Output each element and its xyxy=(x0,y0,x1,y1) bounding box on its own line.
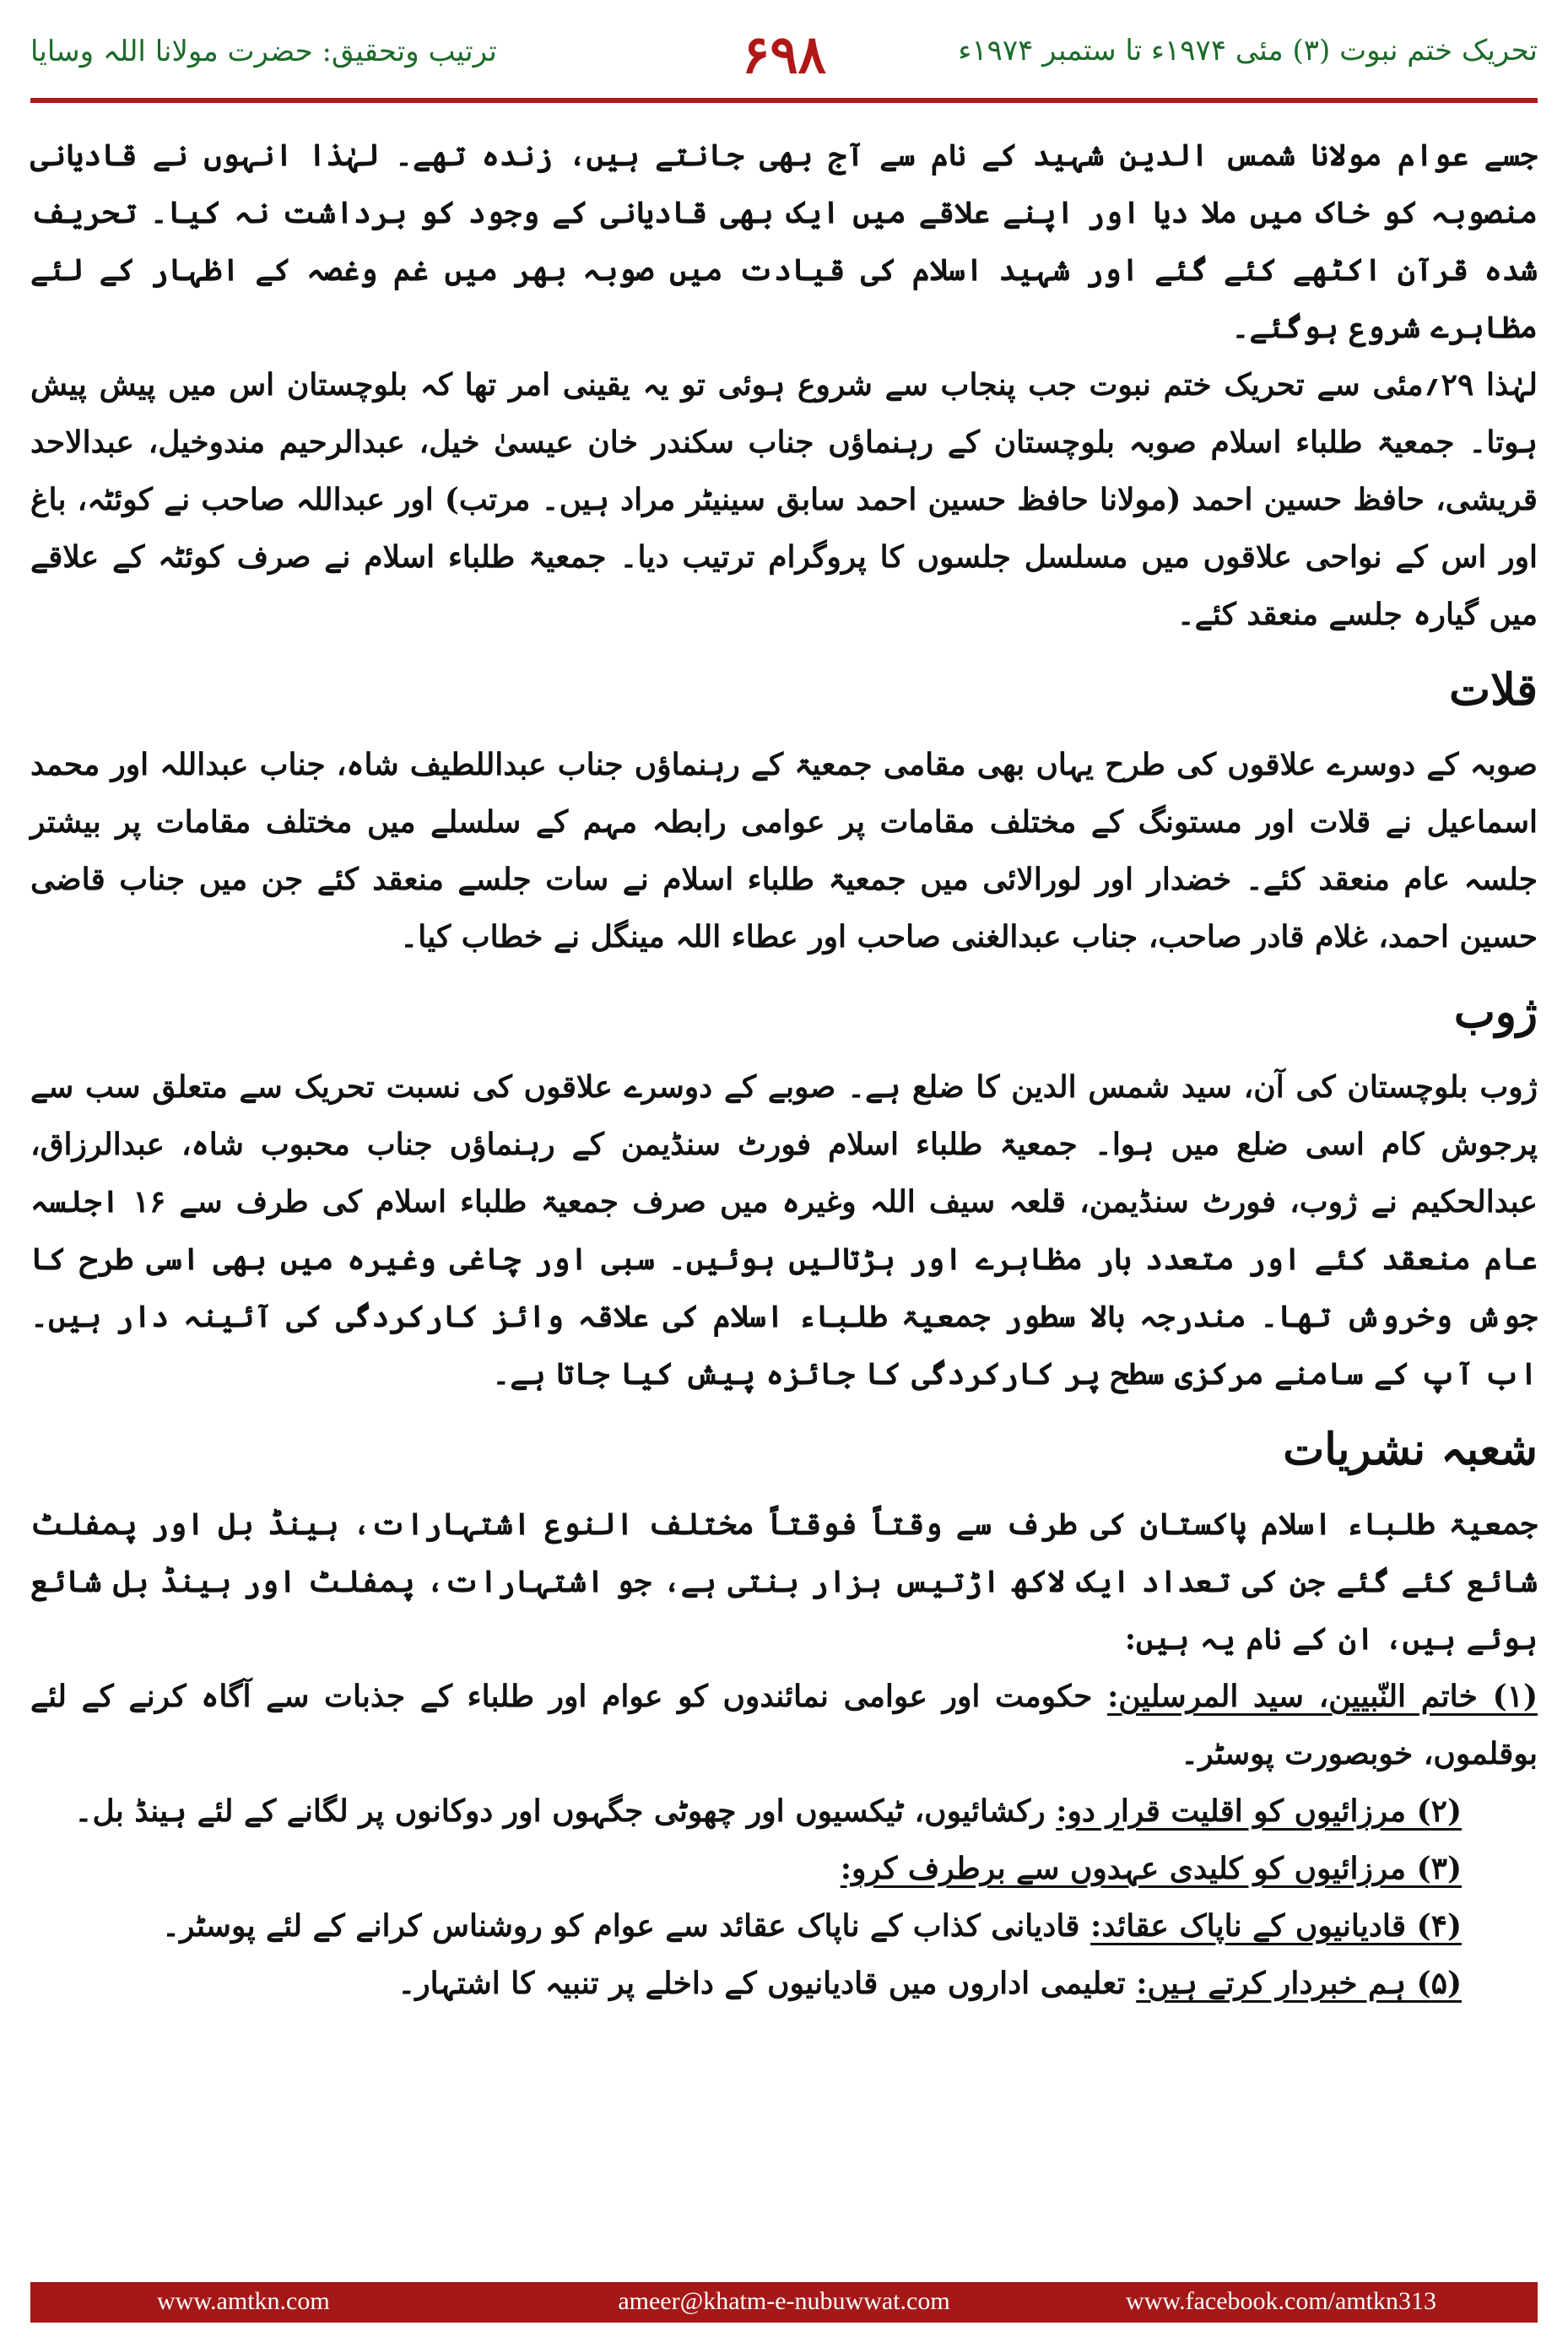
list-item-1 xyxy=(30,1668,1538,1782)
list-item-4-label: (۴) قادیانیوں کے ناپاک عقائد: xyxy=(1090,1908,1462,1944)
page-body xyxy=(30,127,1538,2012)
paragraph-5: جمعیۃ طلباء اسلام پاکستان کی طرف سے وقتاً فوقتاً مختلف النوع اشتہارات، ہینڈ بل اور پمفلٹ شائع کئے گئے جن کی تعداد ایک لاکھ اڑتیس ہزار بنتی ہے، جو اشتہارات، پمفلٹ اور ہینڈ بل شائع ہوئے ہیں، ان کے نام یہ ہیں: xyxy=(30,1506,1538,1657)
paragraph-1: جسے عوام مولانا شمس الدین شہید کے نام سے آج بھی جانتے ہیں، زندہ تھے۔ لہٰذا انہوں نے قادیانی منصوبہ کو خاک میں ملا دیا اور اپنے علاقے میں ایک بھی قادیانی کے وجود کو برداشت نہ کیا۔ تحریف شدہ قرآن اکٹھے کئے گئے اور شہید اسلام کی قیادت میں صوبہ بھر میں غم وغصہ کے اظہار کے لئے مظاہرے شروع ہوگئے۔ xyxy=(30,138,1538,345)
heading-publications: شعبہ نشریات xyxy=(1283,1424,1538,1475)
footer-facebook-link[interactable]: www.facebook.com/amtkn313 xyxy=(1126,2287,1436,2315)
heading-zhob: ژوب xyxy=(1453,987,1538,1038)
header-author: ترتیب وتحقیق: حضرت مولانا اللہ وسایا xyxy=(30,35,497,68)
paragraph-4: ژوب بلوچستان کی آن، سید شمس الدین کا ضلع ہے۔ صوبے کے دوسرے علاقوں کی نسبت تحریک سے متعلق سب سے پرجوش کام اسی ضلع میں ہوا۔ جمعیۃ طلباء اسلام فورٹ سنڈیمن کے رہنماؤں جناب محبوب شاہ، عبدالرزاق، عبدالحکیم نے ژوب، فورٹ سنڈیمن، قلعہ سیف اللہ وغیرہ میں صرف جمعیۃ طلباء اسلام کی طرف سے ۱۶ اجلسہ عام منعقد کئے اور متعدد بار مظاہرے اور ہڑتالیں ہوئیں۔ سبی اور چاغی وغیرہ میں بھی اسی طرح کا جوش وخروش تھا۔ مندرجہ بالا سطور جمعیۃ طلباء اسلام کی علاقہ وائز کارکردگی کی آئینہ دار ہیں۔ اب آپ کے سامنے مرکزی سطح پر کارکردگی کا جائزہ پیش کیا جاتا ہے۔ xyxy=(30,1069,1538,1392)
paragraph-3: صوبہ کے دوسرے علاقوں کی طرح یہاں بھی مقامی جمعیۃ کے رہنماؤں جناب عبداللطیف شاہ، جناب عبداللہ اور محمد اسماعیل نے قلات اور مستونگ کے مختلف مقامات پر عوامی رابطہ مہم کے سلسلے میں مختلف مقامات پر بیشتر جلسہ عام منعقد کئے۔ خضدار اور لورالائی میں جمعیۃ طلباء اسلام نے سات جلسے منعقد کئے جن میں جناب قاضی حسین احمد، غلام قادر صاحب، جناب عبدالغنی صاحب اور عطاء اللہ مینگل نے خطاب کیا۔ xyxy=(30,747,1538,955)
list-item-1-label: (۱) خاتم النّبیین، سید المرسلین: xyxy=(1107,1679,1538,1714)
list-item-4 xyxy=(30,1897,1538,1955)
page-header xyxy=(0,0,1568,101)
header-book-title: تحریک ختم نبوت (۳) مئی ۱۹۷۴ء تا ستمبر ۱۹۷۴ء xyxy=(958,34,1538,68)
list-item-2-label: (۲) مرزائیوں کو اقلیت قرار دو: xyxy=(1056,1793,1462,1829)
list-item-2-text: رکشائیوں، ٹیکسیوں اور چھوٹی جگہوں اور دوکانوں پر لگانے کے لئے ہینڈ بل۔ xyxy=(74,1793,1057,1829)
list-item-1-text: حکومت اور عوامی نمائندوں کو عوام اور طلباء کے جذبات سے آگاہ کرنے کے لئے بوقلموں، خوبصورت پوسٹر۔ xyxy=(30,1679,1538,1771)
list-item-2 xyxy=(30,1782,1538,1840)
list-item-3-label: (۳) مرزائیوں کو کلیدی عہدوں سے برطرف کرو: xyxy=(840,1851,1462,1886)
list-item-3 xyxy=(30,1840,1538,1897)
page-number: ۶۹۸ xyxy=(742,24,826,85)
paragraph-2: لہٰذا ۲۹؍مئی سے تحریک ختم نبوت جب پنجاب سے شروع ہوئی تو یہ یقینی امر تھا کہ بلوچستان اس میں پیش پیش ہوتا۔ جمعیۃ طلباء اسلام صوبہ بلوچستان کے رہنماؤں جناب سکندر خان عیسیٰ خیل، عبدالرحیم مندوخیل، عبدالاحد قریشی، حافظ حسین احمد (مولانا حافظ حسین احمد سابق سینیٹر مراد ہیں۔ مرتب) اور عبداللہ صاحب نے کوئٹہ، باغ اور اس کے نواحی علاقوں میں مسلسل جلسوں کا پروگرام ترتیب دیا۔ جمعیۃ طلباء اسلام نے صرف کوئٹہ کے علاقے میں گیارہ جلسے منعقد کئے۔ xyxy=(30,367,1538,632)
footer-email[interactable]: ameer@khatm-e-nubuwwat.com xyxy=(618,2287,950,2315)
list-item-5 xyxy=(30,1955,1538,2012)
list-item-4-text: قادیانی کذاب کے ناپاک عقائد سے عوام کو روشناس کرانے کے لئے پوسٹر۔ xyxy=(161,1908,1091,1944)
header-divider xyxy=(30,98,1538,103)
heading-qalat: قلات xyxy=(1449,664,1538,716)
footer-bar xyxy=(30,2282,1538,2323)
list-item-5-text: تعلیمی اداروں میں قادیانیوں کے داخلے پر تنبیہ کا اشتہار۔ xyxy=(397,1966,1137,2001)
list-item-5-label: (۵) ہم خبردار کرتے ہیں: xyxy=(1136,1966,1462,2001)
footer-website-link[interactable]: www.amtkn.com xyxy=(157,2287,330,2315)
